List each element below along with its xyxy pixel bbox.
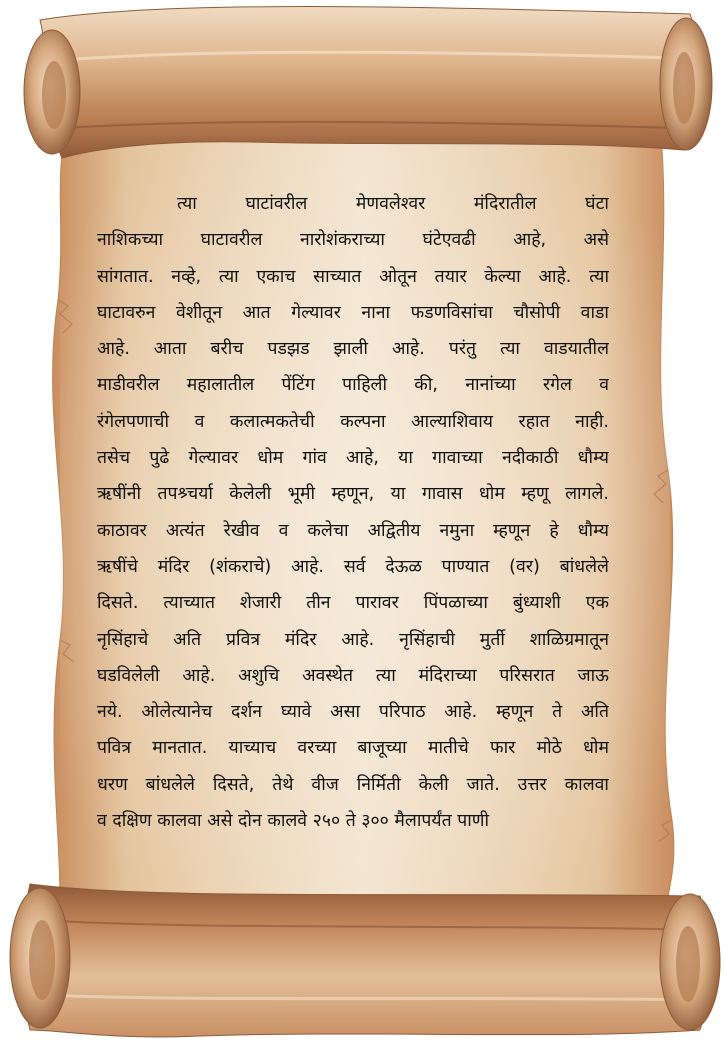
text-line-5: आहे. आता बरीच पडझड झाली आहे. परंतु त्या वाडयातील [97, 339, 609, 360]
text-line-15: नये. ओलेत्यानेच दर्शन घ्यावे असा परिपाठ आहे. म्हणून ते अति [97, 702, 609, 723]
text-line-1: त्या घाटांवरील मेणवलेश्वर मंदिरातील घंटा [177, 194, 609, 214]
text-line-17: धरण बांधलेले दिसते, तेथे वीज निर्मिती केली जाते. उत्तर कालवा [97, 774, 609, 795]
text-line-6: माडीवरील महालातील पेंटिंग पाहिली की, नानांच्या रगेल व [97, 375, 609, 396]
text-line-4: घाटावरुन वेशीतून आत गेल्यावर नाना फडणविसांचा चौसोपी वाडा [97, 302, 609, 323]
text-line-7: रंगेलपणाची व कलात्मकतेची कल्पना आल्याशिवाय रहात नाही. [97, 411, 609, 432]
text-line-10: काठावर अत्यंत रेखीव व कलेचा अद्वितीय नमुना म्हणून हे धौम्य [97, 520, 609, 541]
text-line-11: ऋषींचे मंदिर (शंकराचे) आहे. सर्व देऊळ पाण्यात (वर) बांधलेले [97, 556, 609, 577]
text-line-8: तसेच पुढे गेल्यावर धोम गांव आहे, या गावाच्या नदीकाठी धौम्य [97, 448, 609, 469]
text-line-18: व दक्षिण कालवा असे दोन कालवे २५० ते ३०० मैलापर्यंत पाणी [97, 811, 490, 832]
text-line-13: नृसिंहाचे अति प्रवित्र मंदिर आहे. नृसिंहाची मुर्ती शाळिग्रमातून [97, 629, 609, 650]
text-line-9: ऋषींनी तपश्र्चर्या केलेली भूमी म्हणून, या गावास धोम म्हणू लागले. [97, 484, 609, 505]
text-line-2: नाशिकच्या घाटावरील नारोशंकराच्या घंटेएवढी आहे, असे [97, 230, 609, 251]
text-line-3: सांगतात. नव्हे, त्या एकाच साच्यात ओतून तयार केल्या आहे. त्या [97, 266, 609, 287]
text-line-12: दिसते. त्याच्यात शेजारी तीन पारावर पिंपळाच्या बुंध्याशी एक [97, 593, 609, 614]
text-line-14: घडविलेली आहे. अशुचि अवस्थेत त्या मंदिराच्या परिसरात जाऊ [97, 665, 609, 686]
document-text [97, 186, 609, 839]
text-line-16: पवित्र मानतात. याच्याच वरच्या बाजूच्या मातीचे फार मोठे धोम [97, 738, 609, 759]
